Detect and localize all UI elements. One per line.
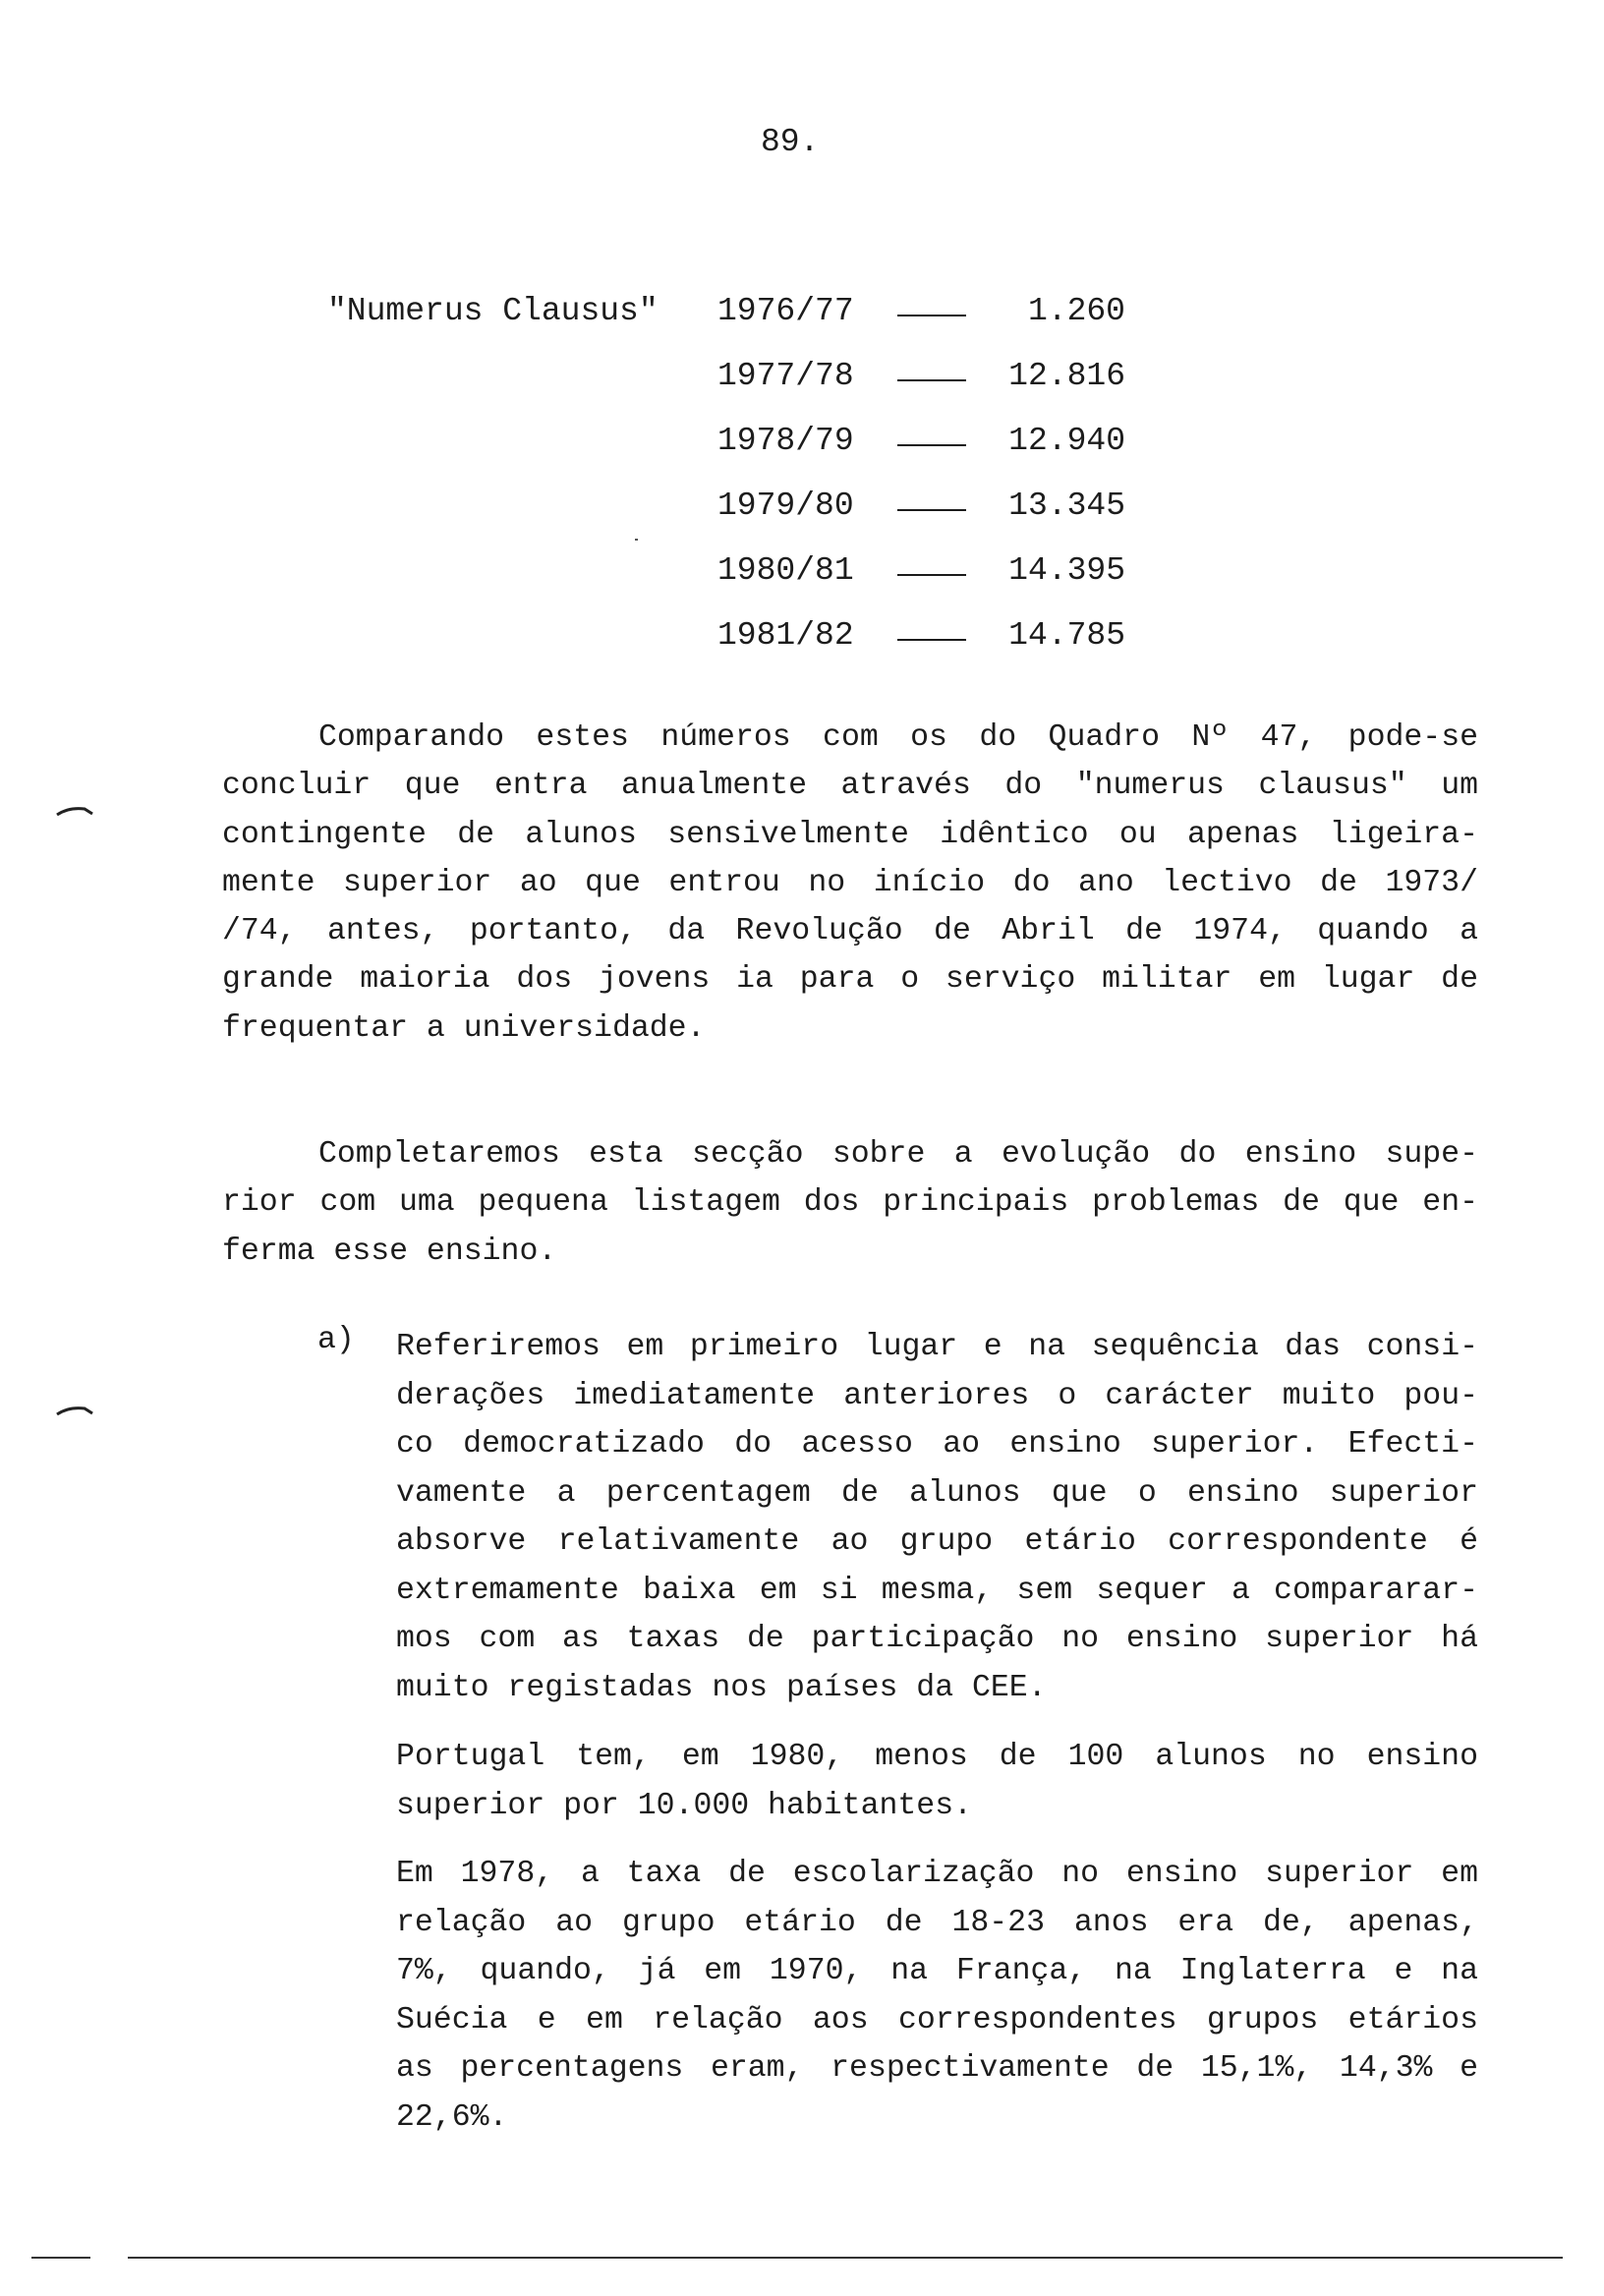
item-a-block-3 xyxy=(396,1850,1478,2142)
text-line: Completaremos esta secção sobre a evolução do ensino supe- xyxy=(318,1137,1478,1172)
paragraph-completion xyxy=(222,1130,1478,1276)
row-year: 1977/78 xyxy=(717,358,854,394)
text-line: vamente a percentagem de alunos que o ensino superior xyxy=(396,1475,1478,1511)
row-value: 14.785 xyxy=(1008,617,1125,654)
item-a-block-2 xyxy=(396,1733,1478,1830)
row-dash xyxy=(897,379,966,381)
row-dash xyxy=(897,639,966,641)
row-value: 12.940 xyxy=(1008,423,1125,459)
text-line: as percentagens eram, respectivamente de 15,1%, 14,3% e xyxy=(396,2051,1478,2086)
row-value: 13.345 xyxy=(1008,488,1125,524)
text-line: Portugal tem, em 1980, menos de 100 alunos no ensino xyxy=(396,1740,1478,1774)
text-line: absorve relativamente ao grupo etário correspondente é xyxy=(396,1524,1478,1559)
row-year: 1980/81 xyxy=(717,552,854,589)
row-value: 12.816 xyxy=(1008,358,1125,394)
text-line: mente superior ao que entrou no início do ano lectivo de 1973/ xyxy=(222,865,1478,900)
table-row xyxy=(717,358,1170,397)
text-line: superior por 10.000 habitantes. xyxy=(396,1788,972,1823)
text-line: mos com as taxas de participação no ensino superior há xyxy=(396,1622,1478,1656)
table-row xyxy=(717,552,1170,592)
row-dash xyxy=(897,315,966,316)
margin-mark xyxy=(55,806,94,816)
text-line: frequentar a universidade. xyxy=(222,1010,706,1046)
row-dash xyxy=(897,574,966,576)
paragraph-comparison xyxy=(222,714,1478,1053)
text-line: /74, antes, portanto, da Revolução de Abril de 1974, quando a xyxy=(222,914,1478,949)
text-line: concluir que entra anualmente através do "numerus clausus" um xyxy=(222,769,1478,804)
table-row xyxy=(717,293,1170,332)
bottom-rule xyxy=(31,2257,90,2259)
text-line: Comparando estes números com os do Quadro Nº 47, pode-se xyxy=(318,720,1478,755)
row-year: 1979/80 xyxy=(717,488,854,524)
margin-mark xyxy=(55,1406,94,1415)
text-line: grande maioria dos jovens ia para o serviço militar em lugar de xyxy=(222,962,1478,998)
row-value: 1.260 xyxy=(1027,293,1125,329)
list-marker-a: a) xyxy=(317,1323,355,1357)
numerus-clausus-label: "Numerus Clausus" xyxy=(327,293,659,329)
text-line: Referiremos em primeiro lugar e na sequência das consi- xyxy=(396,1330,1478,1364)
bottom-rule xyxy=(128,2257,1563,2259)
row-value: 14.395 xyxy=(1008,552,1125,589)
table-row xyxy=(717,617,1170,657)
table-row xyxy=(717,488,1170,527)
text-line: ferma esse ensino. xyxy=(222,1234,557,1269)
text-line: extremamente baixa em si mesma, sem sequer a compararar- xyxy=(396,1573,1478,1608)
row-dash xyxy=(897,509,966,511)
text-line: 22,6%. xyxy=(396,2099,508,2135)
item-a-block-1 xyxy=(396,1323,1478,1712)
page-number: 89. xyxy=(761,124,820,160)
text-line: relação ao grupo etário de 18-23 anos era de, apenas, xyxy=(396,1905,1478,1940)
row-year: 1978/79 xyxy=(717,423,854,459)
text-line: muito registadas nos países da CEE. xyxy=(396,1670,1047,1705)
text-line: derações imediatamente anteriores o carácter muito pou- xyxy=(396,1378,1478,1413)
text-line: Em 1978, a taxa de escolarização no ensino superior em xyxy=(396,1857,1478,1891)
text-line: 7%, quando, já em 1970, na França, na Inglaterra e na xyxy=(396,1954,1478,1988)
table-row xyxy=(717,423,1170,462)
text-line: contingente de alunos sensivelmente idêntico ou apenas ligeira- xyxy=(222,817,1478,852)
speck xyxy=(635,539,638,541)
row-year: 1976/77 xyxy=(717,293,854,329)
row-dash xyxy=(897,444,966,446)
row-year: 1981/82 xyxy=(717,617,854,654)
text-line: co democratizado do acesso ao ensino superior. Efecti- xyxy=(396,1427,1478,1462)
text-line: rior com uma pequena listagem dos principais problemas de que en- xyxy=(222,1185,1478,1221)
text-line: Suécia e em relação aos correspondentes grupos etários xyxy=(396,2002,1478,2038)
